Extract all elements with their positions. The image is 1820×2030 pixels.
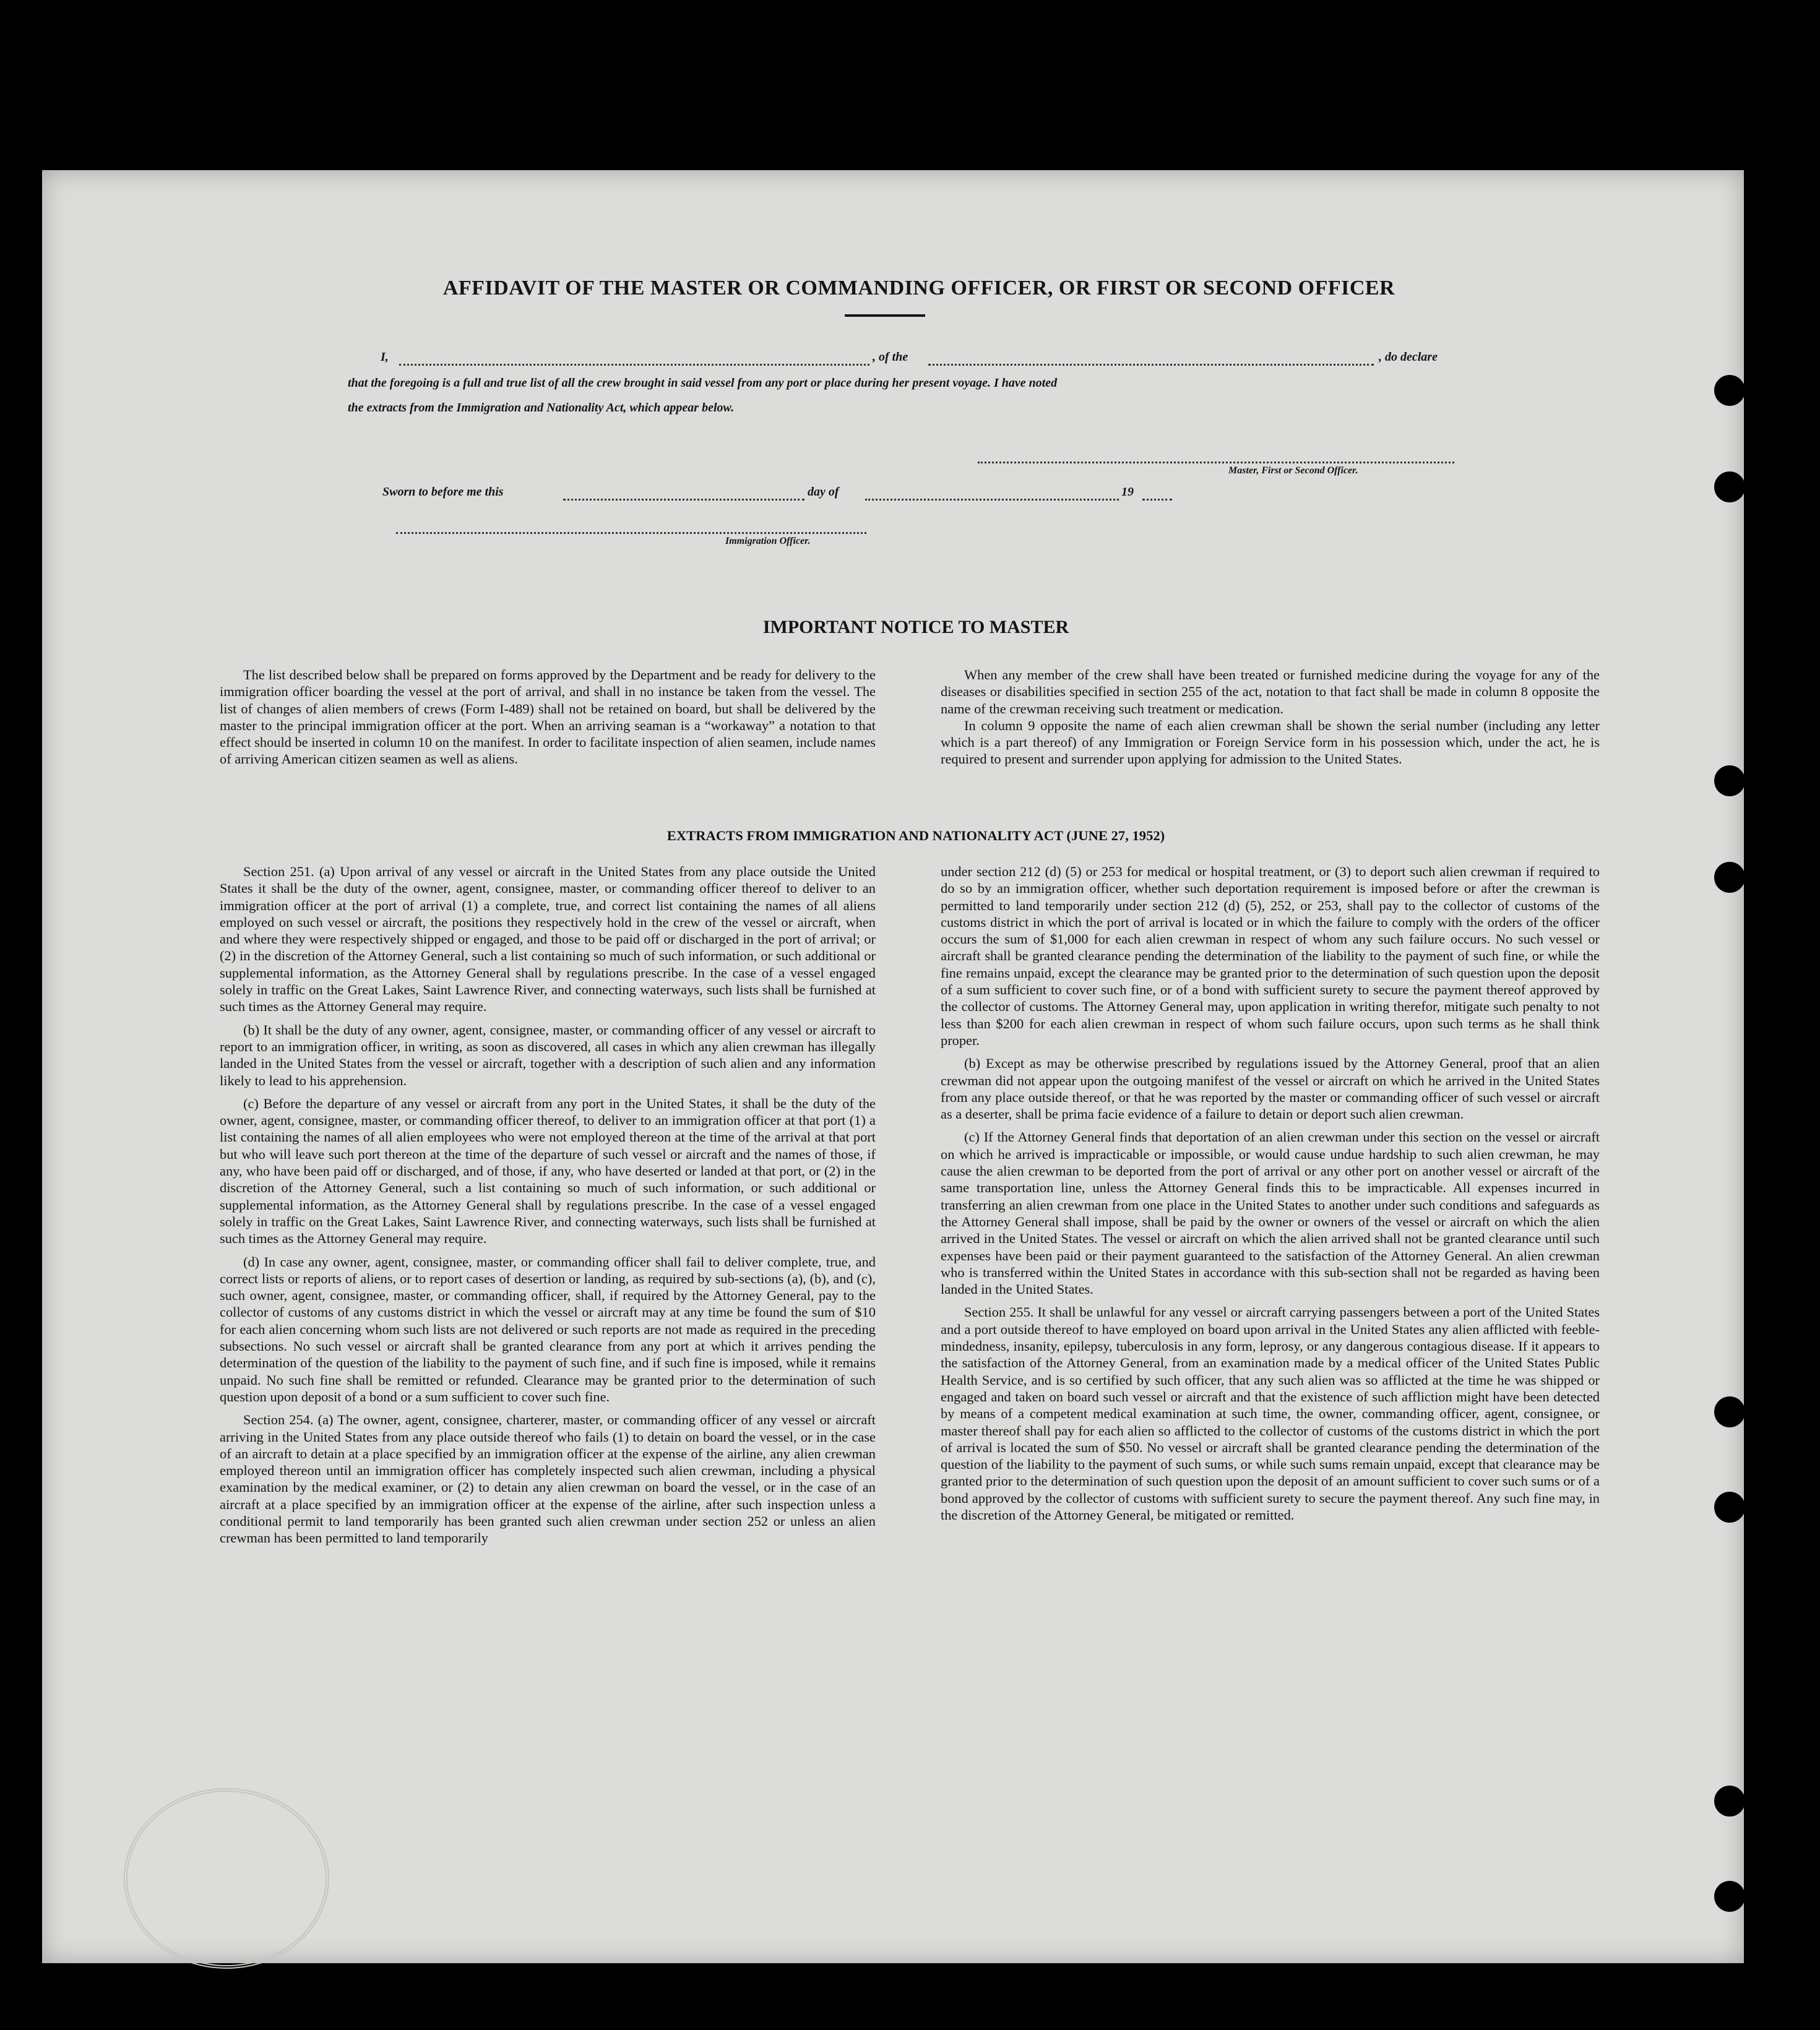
title-rule — [845, 314, 925, 317]
binder-hole-icon — [1714, 1881, 1745, 1912]
notice-left-column — [220, 666, 876, 768]
section-251-a: Section 251. (a) Upon arrival of any vessel or aircraft in the United States from any place outside the United States it shall be the duty of the owner, agent, consignee, master, or commanding officer thereof to deliver to an immigration officer at the port of arrival (1) a complete, true, and correct list containing the names of all aliens employed on such vessel or aircraft, the positions they respectively hold in the crew of the vessel or aircraft, when and where they were respectively shipped or engaged, and those to be paid off or discharged in the port of arrival; or (2) in the discretion of the Attorney General, such a list containing so much of such information, or such additional or supplemental information, as the Attorney General shall by regulations prescribe. In the case of a vessel engaged solely in traffic on the Great Lakes, Saint Lawrence River, and connecting waterways, such lists shall be furnished at such times as the Attorney General may require. — [220, 864, 876, 1015]
sworn-month-blank[interactable] — [865, 499, 1119, 501]
vessel-blank[interactable] — [928, 364, 1374, 366]
sworn-label: Sworn to before me this — [382, 485, 504, 499]
affidavit-declare-label: , do declare — [1379, 350, 1438, 364]
section-254-a-continued: under section 212 (d) (5) or 253 for medical or hospital treatment, or (3) to deport such alien crewman if required to do so by an immigration officer, whether such deportation requirement is imposed before or after the crewman is permitted to land temporarily under section 212 (d) (5), 252, or 253, shall pay to the collector of customs of the customs district in which the port of arrival is located or in which the failure to comply with the orders of the officer occurs the sum of $1,000 for each alien crewman in respect of whom any such failure occurs. No such vessel or aircraft shall be granted clearance pending the determination of the liability to the payment of such fine, or while the fine remains unpaid, except the clearance may be granted prior to the determination of such question upon the deposit of a sum sufficient to cover such fine, or of a bond with sufficient surety to secure the payment thereof approved by the collector of customs. The Attorney General may, upon application in writing therefor, mitigate such penalty to not less than $200 for each alien crewman in respect of whom such failure occurs, upon such terms as he shall think proper. — [941, 864, 1600, 1048]
seal-stamp-icon — [124, 1788, 329, 1969]
affidavit-title: AFFIDAVIT OF THE MASTER OR COMMANDING OFFICER, OR FIRST OR SECOND OFFICER — [442, 277, 1395, 299]
notice-right-paragraph-1: When any member of the crew shall have been treated or furnished medicine during the voyage for any of the diseases or disabilities specified in section 255 of the act, notation to that fact shall be made in column 8 opposite the name of the crewman receiving such treatment or medication. — [941, 667, 1600, 716]
affidavit-i-label: I, — [381, 350, 389, 364]
section-251-b: (b) It shall be the duty of any owner, agent, consignee, master, or commanding officer of any vessel or aircraft to report to an immigration officer, in writing, as soon as discovered, all cases in which any alien crewman has illegally landed in the United States from the vessel or aircraft, together with a description of such alien and any information likely to lead to his apprehension. — [220, 1021, 876, 1088]
section-254-b: (b) Except as may be otherwise prescribed by regulations issued by the Attorney General, proof that an alien crewman did not appear upon the outgoing manifest of the vessel or aircraft on which he arrived in the United States from any place outside thereof, or that he was reported by the master or commanding officer of such vessel or aircraft as a deserter, shall be prima facie evidence of a failure to detain or deport such alien crewman. — [941, 1056, 1600, 1122]
day-of-label: day of — [808, 485, 839, 499]
immigration-officer-line[interactable] — [396, 532, 866, 534]
extracts-right-column — [941, 863, 1600, 1523]
binder-hole-icon — [1714, 862, 1745, 893]
sworn-day-blank[interactable] — [563, 499, 804, 501]
master-signature-line[interactable] — [978, 462, 1454, 463]
binder-hole-icon — [1714, 1396, 1745, 1427]
binder-hole-icon — [1714, 471, 1745, 502]
section-254-a: Section 254. (a) The owner, agent, consignee, charterer, master, or commanding officer of any vessel or aircraft arriving in the United States from any place outside thereof who fails (1) to detain on board the vessel, or in the case of an aircraft to detain at a place specified by an immigration officer at the expense of the airline, any alien crewman employed thereon until an immigration officer has completely inspected such alien crewman, including a physical examination by the medical examiner, or (2) to detain any alien crewman on board the vessel, or in the case of an aircraft at a place specified by an immigration officer at the expense of the airline, after such inspection unless a conditional permit to land temporarily has been granted such alien crewman under section 252 or unless an alien crewman has been permitted to land temporarily — [220, 1412, 876, 1546]
extracts-left-column — [220, 863, 876, 1547]
section-251-d: (d) In case any owner, agent, consignee, master, or commanding officer shall fail to deliver complete, true, and correct lists or reports of aliens, or to report cases of desertion or landing, as required by sub-sections (a), (b), and (c), such owner, agent, consignee, master, or commanding officer, shall, if required by the Attorney General, pay to the collector of customs of any customs district in which the vessel or aircraft may at any time be found the sum of $10 for each alien concerning whom such lists are not delivered or such reports are not made as required in the preceding subsections. No such vessel or aircraft shall be granted clearance from any port at which it arrives pending the determination of the question of the liability to the payment of such fine, and if such fine is imposed, while it remains unpaid. No such fine shall be remitted or refunded. Clearance may be granted prior to the determination of such question upon deposit of a bond or a sum sufficient to cover such fine. — [220, 1254, 876, 1404]
notice-left-paragraph: The list described below shall be prepared on forms approved by the Department and be ready for delivery to the immigration officer boarding the vessel at the port of arrival, and shall in no instance be taken from the vessel. The list of changes of alien members of crews (Form I-489) shall not be retained on board, but shall be delivered by the master to the principal immigration officer at the port. When an arriving seaman is a “workaway” a notation to that effect should be inserted in column 10 on the manifest. In order to facilitate inspection of alien seamen, include names of arriving American citizen seamen as well as aliens. — [220, 667, 876, 767]
section-255: Section 255. It shall be unlawful for any vessel or aircraft carrying passengers between a port of the United States and a port outside thereof to have employed on board upon arrival in the United States any alien afflicted with feeble-mindedness, insanity, epilepsy, tuberculosis in any form, leprosy, or any dangerous contagious disease. If it appears to the satisfaction of the Attorney General, from an examination made by a medical officer of the United States Public Health Service, and is so certified by such officer, that any such alien was so afflicted at the time he was shipped or engaged and taken on board such vessel or aircraft and that the existence of such affliction might have been detected by means of a competent medical examination at such time, the owner, commanding officer, agent, consignee, or master thereof shall pay for each alien so afflicted to the collector of customs of the customs district in which the port of arrival is located the sum of $50. No vessel or aircraft shall be granted clearance pending the determination of the question of the liability to the payment of such sums, or while such sums remain unpaid, except that clearance may be granted prior to the determination of such question upon the deposit of an amount sufficient to cover such sums or of a bond approved by the collector of customs with sufficient surety to secure the payment thereof. Any such fine may, in the discretion of the Attorney General, be mitigated or remitted. — [941, 1304, 1600, 1523]
affidavit-of-the-label: , of the — [873, 350, 908, 364]
notice-right-paragraph-2: In column 9 opposite the name of each alien crewman shall be shown the serial number (including any letter which is a part thereof) of any Immigration or Foreign Service form in his possession which, under the act, he is required to present and surrender upon applying for admission to the United States. — [941, 717, 1600, 767]
immigration-officer-label: Immigration Officer. — [725, 536, 811, 546]
notice-title: IMPORTANT NOTICE TO MASTER — [762, 617, 1069, 637]
affidavit-line-2: that the foregoing is a full and true list of all the crew brought in said vessel from any port or place during her present voyage. I have noted — [348, 376, 1058, 390]
binder-hole-icon — [1714, 1786, 1745, 1817]
notice-right-column — [941, 666, 1600, 768]
binder-hole-icon — [1714, 1492, 1745, 1523]
affidavit-line-3: the extracts from the Immigration and Nationality Act, which appear below. — [348, 401, 735, 415]
year-label: 19 — [1121, 485, 1134, 499]
extracts-title: EXTRACTS FROM IMMIGRATION AND NATIONALITY ACT (JUNE 27, 1952) — [666, 828, 1165, 843]
binder-hole-icon — [1714, 375, 1745, 406]
section-251-c: (c) Before the departure of any vessel or aircraft from any port in the United States, it shall be the duty of the owner, agent, consignee, master, or commanding officer thereof, to deliver to an immigration officer at that port (1) a list containing the names of all alien employees who were not employed thereon at the time of the arrival at that port but who will leave such port thereon at the time of the departure of such vessel or aircraft and the names of those, if any, who have been paid off or discharged, and of those, if any, who have deserted or landed at that port, or (2) in the discretion of the Attorney General, such a list containing so much of such information, or such additional or supplemental information, as the Attorney General shall by regulations prescribe. In the case of a vessel engaged solely in traffic on the Great Lakes, Saint Lawrence River, and connecting waterways, such lists shall be furnished at such times as the Attorney General may require. — [220, 1095, 876, 1247]
name-blank[interactable] — [399, 364, 869, 366]
master-signature-label: Master, First or Second Officer. — [1228, 465, 1358, 476]
binder-hole-icon — [1714, 765, 1745, 796]
section-254-c: (c) If the Attorney General finds that deportation of an alien crewman under this section on the vessel or aircraft on which he arrived is impracticable or impossible, or would cause undue hardship to such alien crewman, he may cause the alien crewman to be deported from the port of arrival or any other port on another vessel or aircraft of the same transportation line, unless the Attorney General finds this to be impracticable. All expenses incurred in transferring an alien crewman from one place in the United States to another under such conditions and safeguards as the Attorney General shall impose, shall be paid by the owner or owners of the vessel or aircraft on which the alien arrived in the United States. The vessel or aircraft on which the alien arrived shall not be granted clearance until such expenses have been paid or their payment guaranteed to the satisfaction of the Attorney General. An alien crewman who is transferred within the United States in accordance with this sub-section shall not be regarded as having been landed in the United States. — [941, 1129, 1600, 1297]
year-blank[interactable] — [1142, 499, 1172, 501]
